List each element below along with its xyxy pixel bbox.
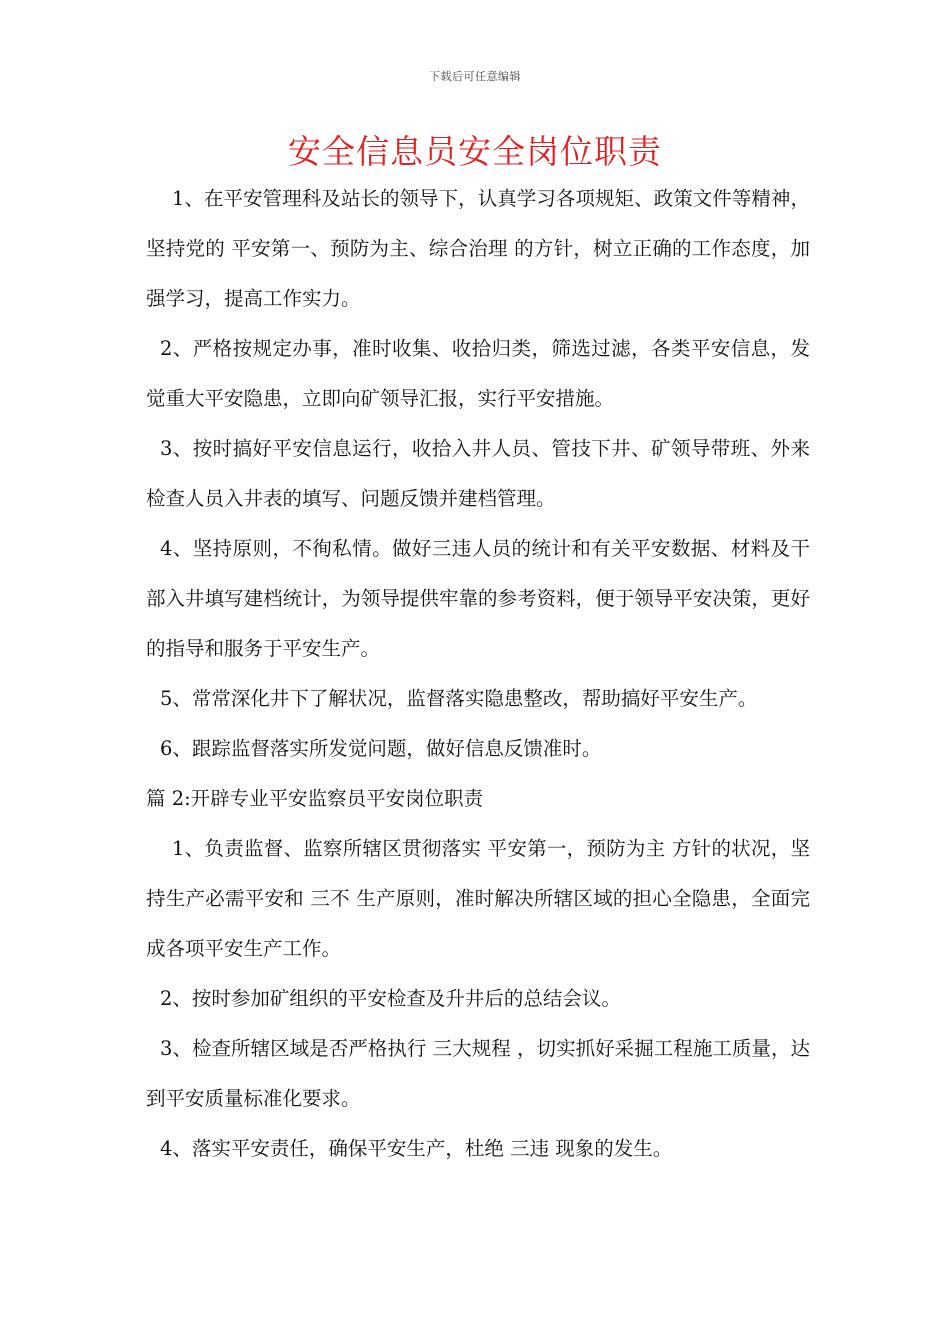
paragraph-6: 6、跟踪监督落实所发觉问题，做好信息反馈准时。 — [160, 737, 602, 760]
section-2-paragraph-1: 1、负责监督、监察所辖区贯彻落实 平安第一，预防为主 方针的状况，坚持生产必需平安和 三不 生产原则，准时解决所辖区域的担心全隐患，全面完成各项平安生产工作。 — [146, 837, 810, 960]
section-2-paragraph-3: 3、检查所辖区域是否严格执行 三大规程 ，切实抓好采掘工程施工质量，达到平安质量标准化要求。 — [146, 1037, 810, 1110]
section-2-paragraph-4: 4、落实平安责任，确保平安生产，杜绝 三违 现象的发生。 — [160, 1137, 673, 1160]
paragraph-2: 2、严格按规定办事，准时收集、收拾归类，筛选过滤，各类平安信息，发觉重大平安隐患，立即向矿领导汇报，实行平安措施。 — [146, 337, 810, 410]
paragraph-4: 4、坚持原则，不徇私情。做好三违人员的统计和有关平安数据、材料及干部入井填写建档统计，为领导提供牢靠的参考资料，便于领导平安决策，更好的指导和服务于平安生产。 — [146, 537, 810, 660]
document-body — [146, 174, 810, 1174]
section-2-paragraph-2: 2、按时参加矿组织的平安检查及升井后的总结会议。 — [160, 987, 621, 1010]
paragraph-1: 1、在平安管理科及站长的领导下，认真学习各项规矩、政策文件等精神，坚持党的 平安第一、预防为主、综合治理 的方针，树立正确的工作态度，加强学习，提高工作实力。 — [146, 187, 810, 310]
paragraph-5: 5、常常深化井下了解状况，监督落实隐患整改，帮助搞好平安生产。 — [160, 687, 758, 710]
header-note: 下载后可任意编辑 — [429, 70, 521, 83]
paragraph-3: 3、按时搞好平安信息运行，收拾入井人员、管技下井、矿领导带班、外来检查人员入井表的填写、问题反馈并建档管理。 — [146, 437, 810, 510]
document-title: 安全信息员安全岗位职责 — [288, 132, 662, 171]
section-2-heading: 篇 2:开辟专业平安监察员平安岗位职责 — [146, 787, 484, 810]
